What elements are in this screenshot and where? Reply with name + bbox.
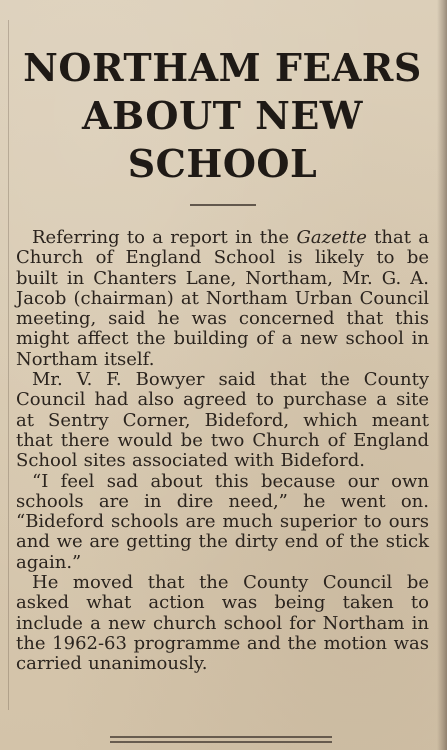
column-rule: [8, 20, 9, 710]
paragraph-3: “I feel sad about this because our own schools are in dire need,” he went on. “Bideford schools are much superior to ours and we are getting the dirty end of the stick again.”: [16, 470, 429, 573]
paragraph-4: He moved that the County Council be asked what action was being taken to include a new church school for Northam in the 1962-63 programme and the motion was carried unanimously.: [16, 572, 429, 675]
end-of-article-rule: [110, 736, 332, 743]
headline-line-2: ABOUT NEW: [82, 93, 363, 138]
article-column: [16, 0, 429, 675]
paragraph-1-text-b: that a Church of England School is likely to be built in Chanters Lane, Northam, Mr. G. A. Jacob (chairman) at Northam Urban Council meeting, said he was concerned that this might affect the building of a new school in Northam itself.: [16, 227, 430, 370]
paragraph-1: [16, 228, 429, 370]
page-edge-shadow: [437, 0, 447, 750]
paragraph-2: Mr. V. F. Bowyer said that the County Council had also agreed to purchase a site at Sentry Corner, Bideford, which meant that there would be two Church of England School sites associated with Bideford.: [16, 369, 429, 472]
headline-divider: [190, 204, 256, 206]
headline: [16, 44, 429, 188]
article-body: [16, 228, 429, 675]
headline-line-1: NORTHAM FEARS: [23, 45, 422, 90]
end-rule-top: [110, 736, 332, 738]
paragraph-1-text-a: Referring to a report in the: [32, 227, 297, 248]
headline-line-3: SCHOOL: [127, 141, 318, 186]
end-rule-bottom: [110, 741, 332, 743]
newspaper-name: Gazette: [296, 227, 367, 248]
